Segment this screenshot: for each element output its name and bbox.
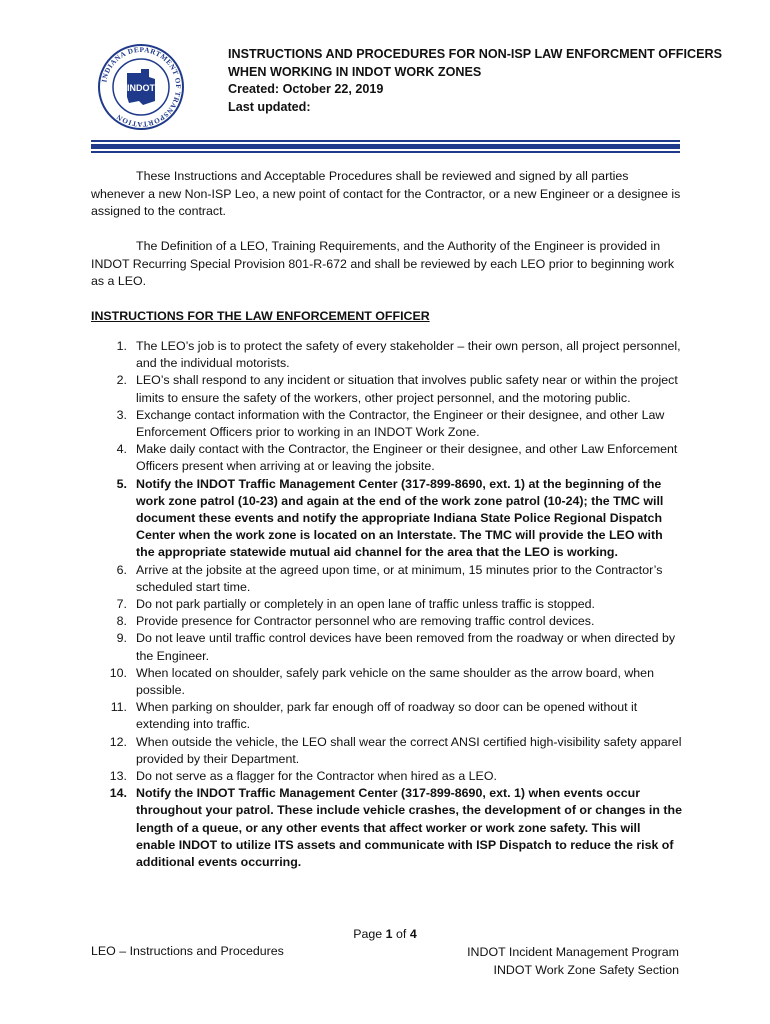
list-item [91,734,683,768]
footer-section: INDOT Work Zone Safety Section [493,962,679,977]
instructions-list [91,338,683,871]
list-item [91,441,683,475]
svg-text:INDOT: INDOT [127,83,155,93]
page-label: Page [353,927,383,941]
footer-program: INDOT Incident Management Program [467,945,679,959]
section-title: INSTRUCTIONS FOR THE LAW ENFORCEMENT OFFICER [91,309,430,323]
list-item-number: 9. [116,631,127,646]
list-item-text: Arrive at the jobsite at the agreed upon time, or at minimum, 15 minutes prior to the Contractor’s scheduled start time. [136,562,663,594]
list-item-text: Do not leave until traffic control devices have been removed from the roadway or when directed by the Engineer. [136,631,676,663]
header-divider-top [91,140,680,142]
list-item-number: 11. [110,700,127,715]
title-line-2: WHEN WORKING IN INDOT WORK ZONES [228,64,482,79]
list-item [91,596,683,613]
list-item-number: 8. [116,614,127,629]
list-item-number: 5. [116,476,127,491]
list-item [91,785,683,871]
title-line-1: INSTRUCTIONS AND PROCEDURES FOR NON-ISP LAW ENFORCMENT OFFICERS [228,47,722,61]
list-item-text: When parking on shoulder, park far enough off of roadway so door can be opened without it extending into traffic. [136,700,638,732]
list-item-number: 10. [109,665,127,680]
page-of: of [396,927,407,941]
list-item-number: 14. [109,786,127,801]
list-item-number: 1. [116,339,127,353]
list-item [91,407,683,441]
list-item-text: Do not serve as a flagger for the Contractor when hired as a LEO. [136,769,497,784]
list-item [91,476,683,562]
list-item-number: 2. [116,373,127,388]
list-item-number: 12. [109,734,127,749]
svg-text:INDIANA DEPARTMENT OF TRANSPOR: INDIANA DEPARTMENT OF TRANSPORTATION [100,45,183,129]
header-divider-middle [91,144,680,149]
list-item-number: 6. [116,562,127,577]
header-divider-bottom [91,151,680,153]
list-item-number: 13. [109,769,127,784]
list-item-text: The LEO’s job is to protect the safety of every stakeholder – their own person, all project personnel, and the individual motorists. [136,339,681,371]
list-item-text: When located on shoulder, safely park vehicle on the same shoulder as the arrow board, when possible. [136,665,654,698]
list-item-text: LEO’s shall respond to any incident or situation that involves public safety near or within the project limits to ensure the safety of the workers, other project personnel, and the motoring public. [136,373,678,405]
list-item-text: Do not park partially or completely in an open lane of traffic unless traffic is stopped. [136,597,595,612]
list-item [91,562,683,596]
list-item [91,699,683,733]
document-header [228,46,722,116]
list-item [91,768,683,785]
list-item-number: 3. [116,407,127,422]
list-item-text: Exchange contact information with the Contractor, the Engineer or their designee, and other Law Enforcement Officers prior to working in an INDOT Work Zone. [136,407,665,440]
intro-paragraph-1: These Instructions and Acceptable Procedures shall be reviewed and signed by all parties whenever a new Non-ISP Leo, a new point of contact for the Contractor, or a new Engineer or a designee is assigned to the contract. [91,169,681,219]
list-item [91,665,683,699]
list-item-text: Notify the INDOT Traffic Management Center (317-899-8690, ext. 1) at the beginning of the work zone patrol (10-23) and again at the end of the work zone patrol (10-24); the TMC will document these events and notify the appropriate Indiana State Police Regional Dispatch Center when the work zone is located on an Interstate. The TMC will provide the LEO with the appropriate statewide mutual aid channel for the area that the LEO is working. [136,476,664,560]
intro-paragraph-2: The Definition of a LEO, Training Requirements, and the Authority of the Engineer is provided in INDOT Recurring Special Provision 801-R-672 and shall be reviewed by each LEO prior to beginning work as a LEO. [91,239,675,289]
list-item [91,613,683,630]
list-item-text: When outside the vehicle, the LEO shall wear the correct ANSI certified high-visibility safety apparel provided by their Department. [136,734,682,766]
footer-left: LEO – Instructions and Procedures [91,944,284,958]
footer-right [467,944,679,979]
list-item-text: Notify the INDOT Traffic Management Center (317-899-8690, ext. 1) when events occur throughout your patrol. These include vehicle crashes, the development of or changes in the length of a queue, or any other events that affect worker or work zone safety. This will enable INDOT to utilize ITS assets and communicate with ISP Dispatch to reduce the risk of additional events occurring. [136,786,682,870]
created-date: Created: October 22, 2019 [228,82,384,97]
page-total: 4 [409,927,417,941]
last-updated: Last updated: [228,99,311,114]
list-item-text: Provide presence for Contractor personnel who are removing traffic control devices. [136,614,595,629]
list-item-text: Make daily contact with the Contractor, the Engineer or their designee, and other Law Enforcement Officers present when arriving at or leaving the jobsite. [136,442,678,474]
list-item-number: 4. [116,442,127,457]
list-item [91,630,683,664]
list-item-number: 7. [116,597,127,612]
list-item [91,338,683,372]
indot-seal-logo [97,43,185,131]
page-number [0,927,770,941]
list-item [91,372,683,406]
page-current: 1 [385,927,393,941]
